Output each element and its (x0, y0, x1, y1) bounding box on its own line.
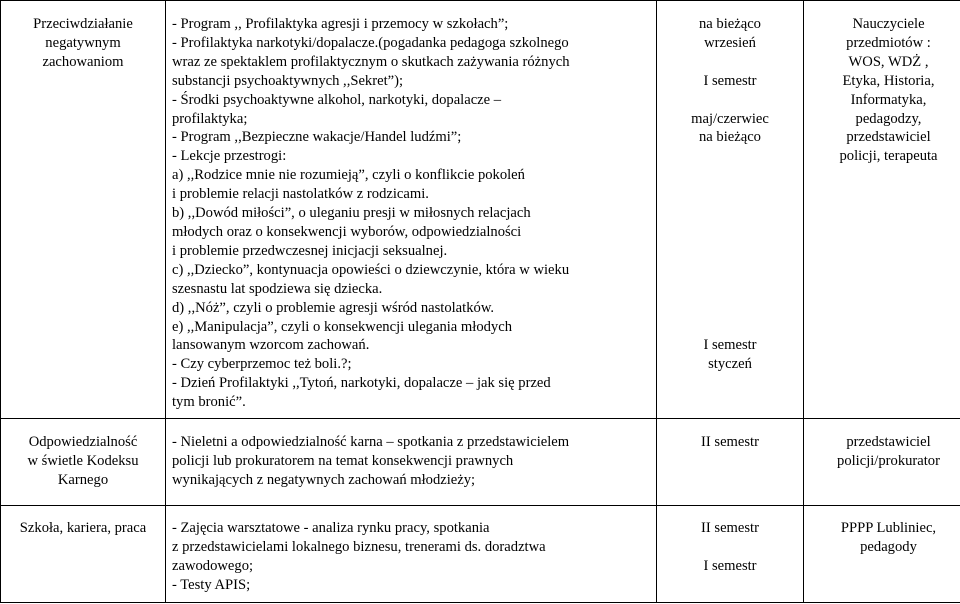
activity-line: - Zajęcia warsztatowe - analiza rynku pracy, spotkania (172, 520, 490, 536)
activity-line: i problemie przedwczesnej inicjacji seksualnej. (172, 242, 448, 259)
term-cell (657, 506, 804, 603)
activity-line: - Nieletni a odpowiedzialność karna – spotkania z przedstawicielem (172, 434, 570, 450)
term-text: wrzesień (704, 34, 756, 51)
activity-line: b) ,,Dowód miłości”, o uleganiu presji w miłosnych relacjach (172, 205, 531, 222)
activity-line: zawodowego; (172, 557, 254, 574)
term-text: II semestr (701, 520, 759, 536)
responsible-text: przedstawiciel (846, 434, 931, 450)
activity-line: szesnastu lat spodziewa się dziecka. (172, 280, 383, 297)
activity-line: - Środki psychoaktywne alkohol, narkotyki, dopalacze – (172, 91, 502, 108)
responsible-text: Nauczyciele (852, 16, 925, 32)
responsible-text: WOS, WDŻ , (848, 53, 929, 70)
activity-line: - Program ,, Profilaktyka agresji i przemocy w szkołach”; (172, 16, 509, 32)
term-text: I semestr (703, 337, 757, 354)
activity-line: a) ,,Rodzice mnie nie rozumieją”, czyli o konflikcie pokoleń (172, 167, 525, 184)
responsible-text: Etyka, Historia, (842, 72, 935, 89)
activity-line: - Profilaktyka narkotyki/dopalacze.(pogadanka pedagoga szkolnego (172, 34, 569, 51)
term-text: na bieżąco (699, 16, 761, 32)
activities-cell (166, 506, 657, 603)
category-cell (1, 506, 166, 603)
category-text: zachowaniom (42, 53, 124, 70)
activity-line: młodych oraz o konsekwencji wyborów, odpowiedzialności (172, 223, 522, 240)
activity-line: z przedstawicielami lokalnego biznesu, trenerami ds. doradztwa (172, 538, 546, 555)
term-text: I semestr (703, 72, 757, 89)
term-text: II semestr (701, 434, 759, 450)
responsible-cell (804, 506, 960, 603)
activity-line: policji lub prokuratorem na temat konsekwencji prawnych (172, 452, 514, 469)
category-text: Szkoła, kariera, praca (19, 520, 147, 536)
table-row (1, 1, 960, 419)
activity-line: lansowanym wzorcom zachowań. (172, 337, 370, 354)
activity-line: - Program ,,Bezpieczne wakacje/Handel ludźmi”; (172, 129, 462, 146)
term-text: styczeń (708, 356, 752, 373)
responsible-text: policji/prokurator (837, 452, 940, 469)
activity-line: wynikających z negatywnych zachowań młodzieży; (172, 471, 476, 488)
responsible-cell (804, 1, 960, 419)
term-cell (657, 419, 804, 506)
responsible-text: Informatyka, (850, 91, 927, 108)
responsible-cell (804, 419, 960, 506)
table-row (1, 419, 960, 506)
responsible-text: pedagodzy, (855, 110, 922, 127)
responsible-text: policji, terapeuta (839, 148, 938, 165)
responsible-text: przedmiotów : (846, 34, 931, 51)
activity-line: i problemie relacji nastolatków z rodzicami. (172, 186, 429, 203)
category-text: negatywnym (45, 34, 121, 51)
activity-line: substancji psychoaktywnych ,,Sekret”); (172, 72, 404, 89)
category-text: w świetle Kodeksu (27, 452, 139, 469)
activities-cell (166, 419, 657, 506)
category-cell (1, 1, 166, 419)
activity-line: tym bronić”. (172, 394, 246, 411)
term-cell (657, 1, 804, 419)
term-text: na bieżąco (699, 129, 761, 146)
term-text: maj/czerwiec (691, 110, 769, 127)
activity-line: profilaktyka; (172, 110, 248, 127)
term-text: I semestr (703, 557, 757, 574)
activity-line: c) ,,Dziecko”, kontynuacja opowieści o dziewczynie, która w wieku (172, 261, 570, 278)
table-row (1, 506, 960, 603)
activity-line: - Czy cyberprzemoc też boli.?; (172, 356, 352, 373)
responsible-text: PPPP Lubliniec, (840, 520, 937, 536)
category-text: Przeciwdziałanie (33, 16, 133, 32)
category-text: Karnego (57, 471, 109, 488)
category-text: Odpowiedzialność (28, 434, 138, 450)
activity-line: - Dzień Profilaktyki ,,Tytoń, narkotyki, dopalacze – jak się przed (172, 375, 551, 392)
responsible-text: pedagody (860, 538, 917, 555)
activities-cell (166, 1, 657, 419)
responsible-text: przedstawiciel (846, 129, 931, 146)
category-cell (1, 419, 166, 506)
activity-line: - Lekcje przestrogi: (172, 148, 287, 165)
activity-line: - Testy APIS; (172, 576, 251, 593)
activity-line: d) ,,Nóż”, czyli o problemie agresji wśród nastolatków. (172, 299, 495, 316)
activity-line: e) ,,Manipulacja”, czyli o konsekwencji ulegania młodych (172, 318, 512, 335)
activity-line: wraz ze spektaklem profilaktycznym o skutkach zażywania różnych (172, 53, 570, 70)
